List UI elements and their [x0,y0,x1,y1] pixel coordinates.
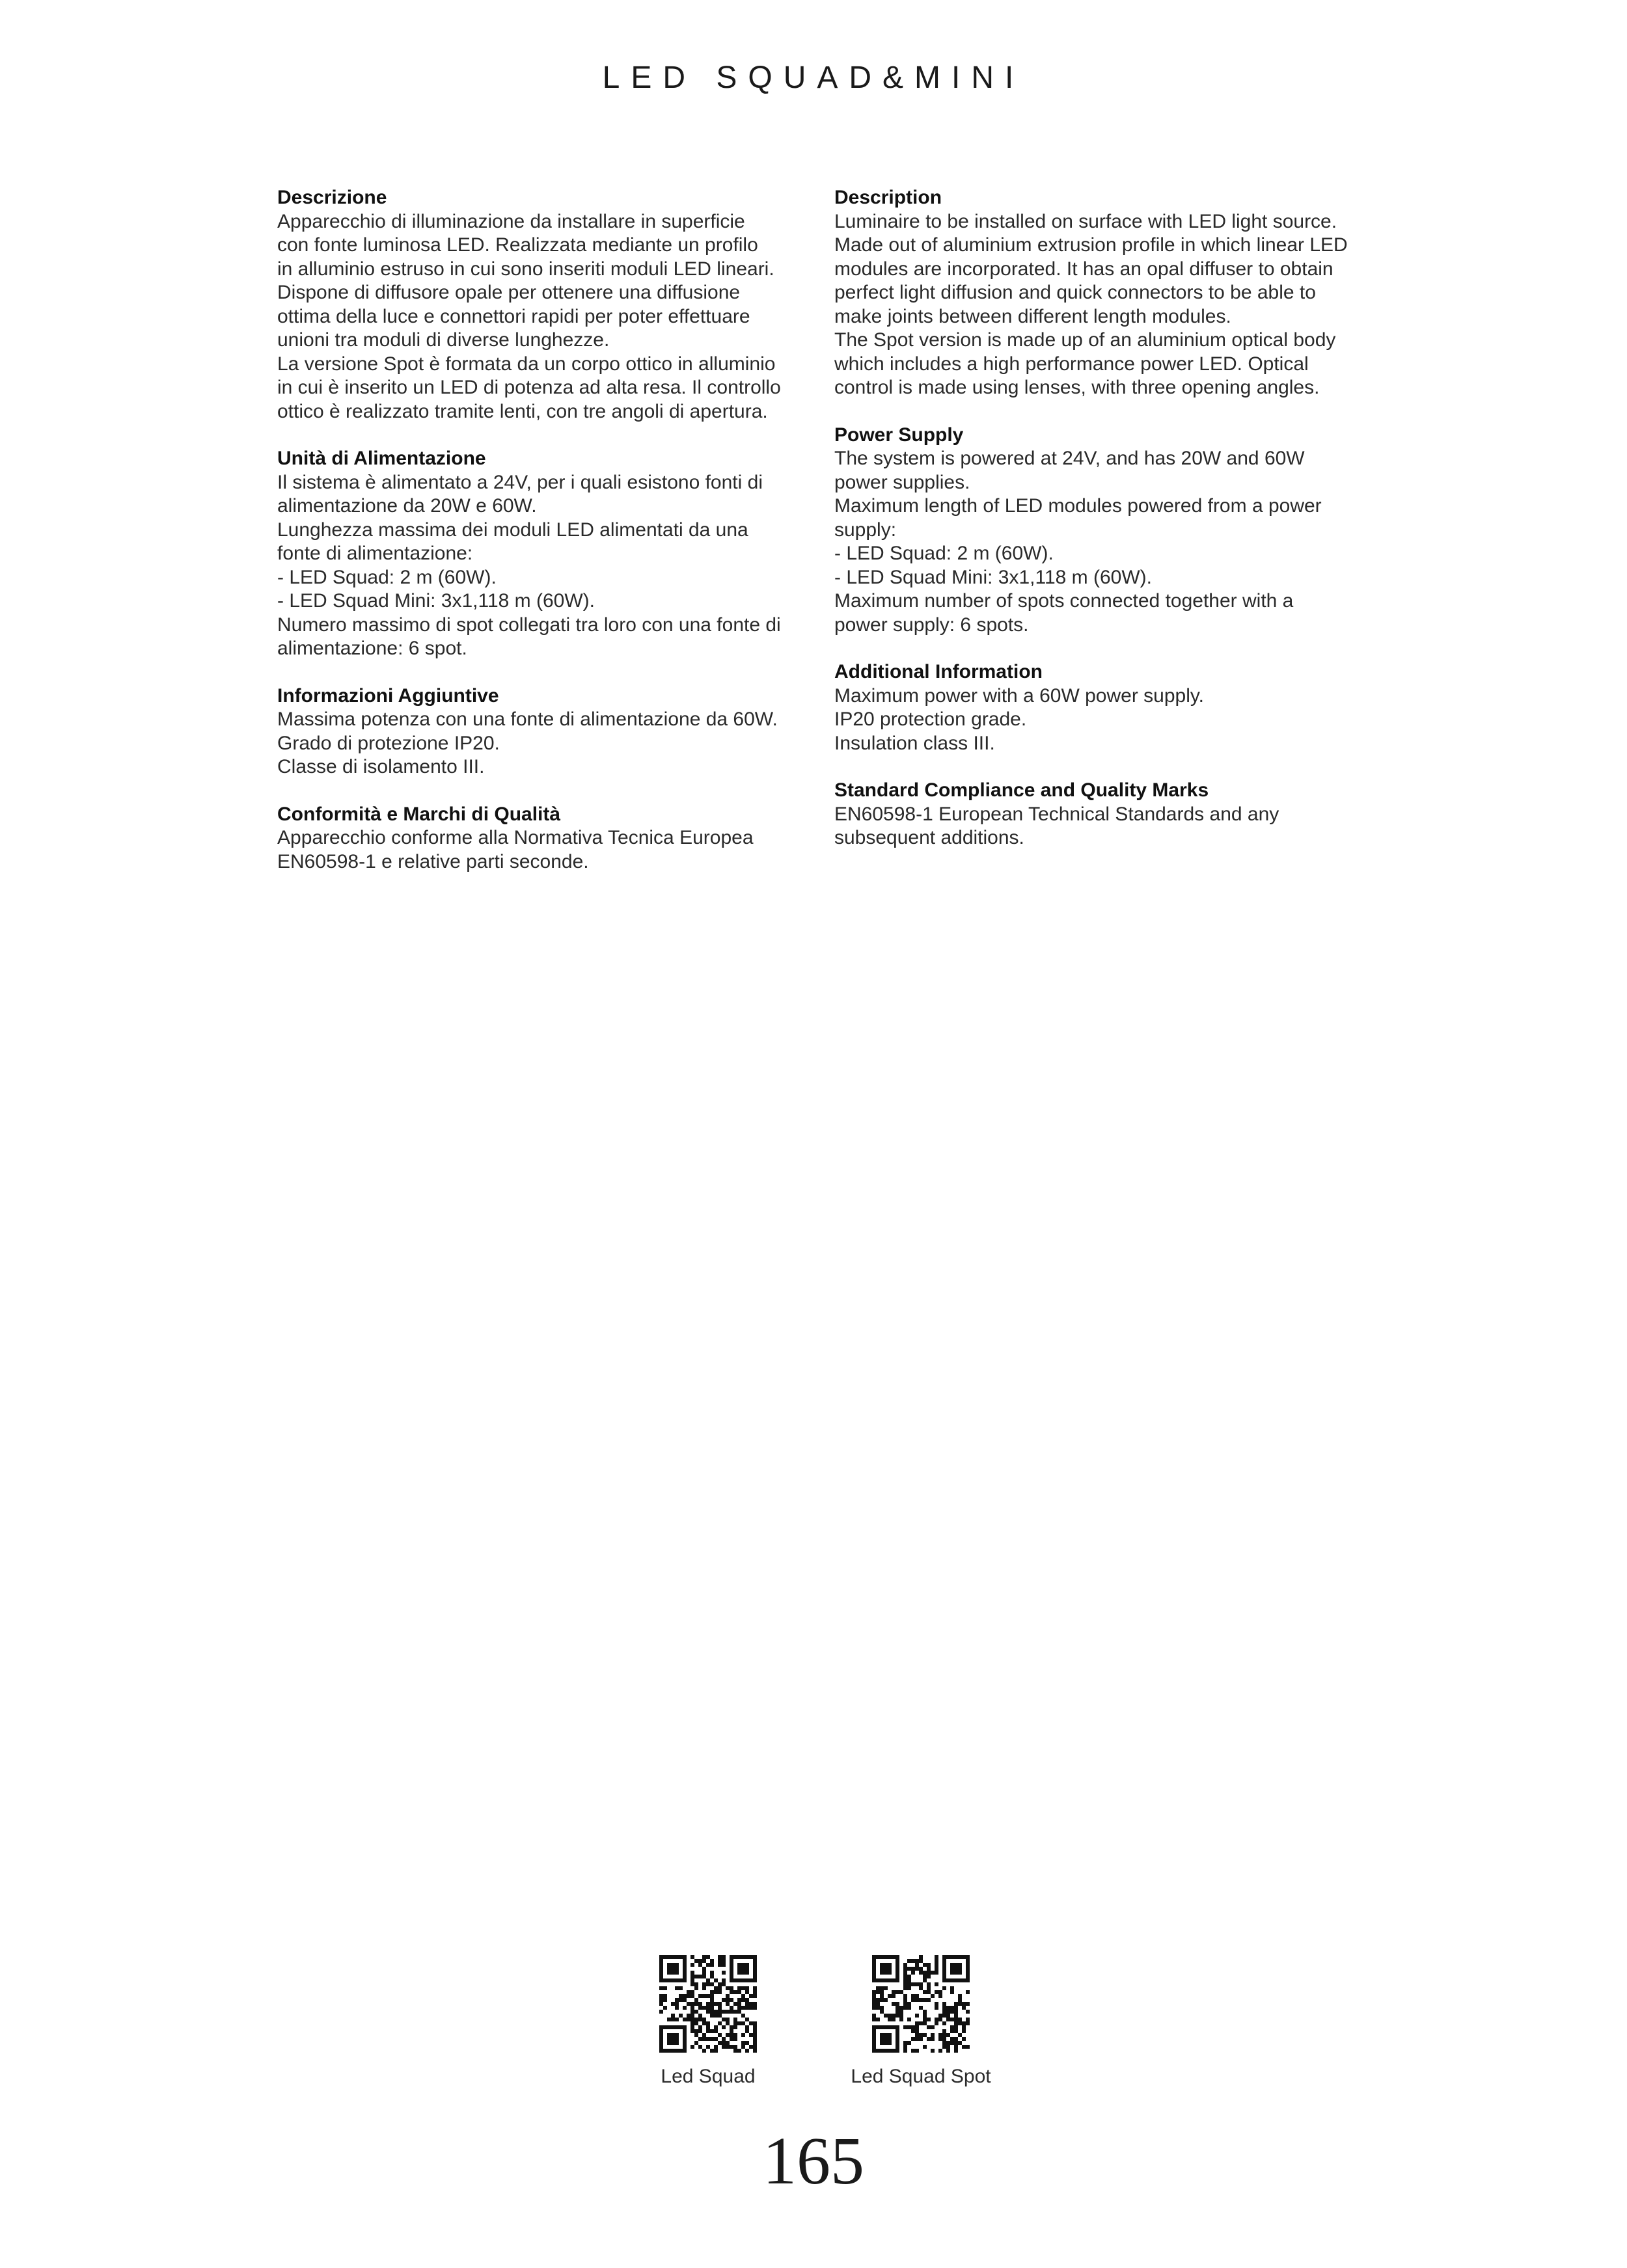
section-text-line: in cui è inserito un LED di potenza ad alta resa. Il controllo [277,377,781,398]
section-text-line: La versione Spot è formata da un corpo ottico in alluminio [277,353,776,375]
section-text-line: Il sistema è alimentato a 24V, per i quali esistono fonti di [277,471,763,493]
section-text-line: The Spot version is made up of an aluminium optical body [834,329,1336,351]
section-text-line: Luminaire to be installed on surface with LED light source. [834,210,1337,232]
section-text-line: Insulation class III. [834,732,995,754]
section-heading: Conformità e Marchi di Qualità [277,803,561,825]
section-text-line: ottima della luce e connettori rapidi per poter effettuare [277,305,750,327]
english-column [834,186,1355,874]
italian-column [277,186,798,897]
page-title: LED SQUAD&MINI [602,61,1025,95]
section-text-line: Made out of aluminium extrusion profile in which linear LED [834,234,1348,256]
section-text-line: in alluminio estruso in cui sono inseriti moduli LED lineari. [277,258,774,280]
section-text-line: alimentazione da 20W e 60W. [277,495,537,517]
section-heading: Descrizione [277,187,387,208]
section-text-line: Apparecchio conforme alla Normativa Tecnica Europea [277,827,754,848]
section-text-line: Maximum length of LED modules powered from a power [834,495,1322,517]
text-section [277,803,798,874]
section-text-line: which includes a high performance power LED. Optical [834,353,1309,375]
section-text-line: Apparecchio di illuminazione da installare in superficie [277,210,745,232]
section-text-line: The system is powered at 24V, and has 20W and 60W [834,448,1305,469]
section-text-line: fonte di alimentazione: [277,543,473,564]
text-section [277,684,798,779]
qr-code-icon[interactable] [659,1955,757,2053]
section-text-line: make joints between different length modules. [834,305,1231,327]
section-text-line: - LED Squad: 2 m (60W). [834,543,1054,564]
section-text-line: - LED Squad Mini: 3x1,118 m (60W). [834,566,1152,588]
section-heading: Standard Compliance and Quality Marks [834,779,1209,801]
page-number: 165 [763,2124,864,2198]
section-text-line: Numero massimo di spot collegati tra loro con una fonte di [277,614,781,636]
section-text-line: Maximum number of spots connected together with a [834,590,1294,612]
section-text-line: subsequent additions. [834,827,1024,848]
section-text-line: perfect light diffusion and quick connectors to be able to [834,282,1316,303]
text-section [834,424,1355,638]
section-text-line: power supply: 6 spots. [834,614,1029,636]
section-text-line: Dispone di diffusore opale per ottenere una diffusione [277,282,741,303]
section-text-line: con fonte luminosa LED. Realizzata mediante un profilo [277,234,758,256]
section-text-line: modules are incorporated. It has an opal diffuser to obtain [834,258,1333,280]
section-text-line: - LED Squad Mini: 3x1,118 m (60W). [277,590,595,612]
section-text-line: Classe di isolamento III. [277,756,485,777]
section-heading: Power Supply [834,424,964,446]
section-text-line: EN60598-1 European Technical Standards and any [834,803,1279,825]
section-text-line: supply: [834,519,897,541]
section-text-line: Grado di protezione IP20. [277,732,500,754]
qr-code-icon[interactable] [872,1955,970,2053]
qr-block-led-squad [623,1955,793,2088]
section-text-line: EN60598-1 e relative parti seconde. [277,850,589,872]
qr-label: Led Squad Spot [851,2066,991,2087]
section-text-line: Lunghezza massima dei moduli LED alimentati da una [277,519,748,541]
section-text-line: alimentazione: 6 spot. [277,638,467,659]
text-section [834,660,1355,755]
section-text-line: - LED Squad: 2 m (60W). [277,566,497,588]
section-text-line: control is made using lenses, with three opening angles. [834,377,1320,398]
qr-label: Led Squad [661,2066,756,2087]
section-text-line: ottico è realizzato tramite lenti, con tre angoli di apertura. [277,400,768,422]
section-heading: Unità di Alimentazione [277,448,486,469]
text-section [834,186,1355,400]
section-text-line: Maximum power with a 60W power supply. [834,684,1204,707]
qr-block-led-squad-spot [836,1955,1005,2088]
section-text-line: Massima potenza con una fonte di alimentazione da 60W. [277,709,778,730]
section-heading: Informazioni Aggiuntive [277,684,499,707]
section-heading: Description [834,187,942,208]
text-section [277,186,798,424]
section-text-line: unioni tra moduli di diverse lunghezze. [277,329,610,351]
text-section [277,447,798,661]
section-heading: Additional Information [834,661,1043,682]
section-text-line: power supplies. [834,471,970,493]
section-text-line: IP20 protection grade. [834,709,1027,730]
text-section [834,779,1355,850]
